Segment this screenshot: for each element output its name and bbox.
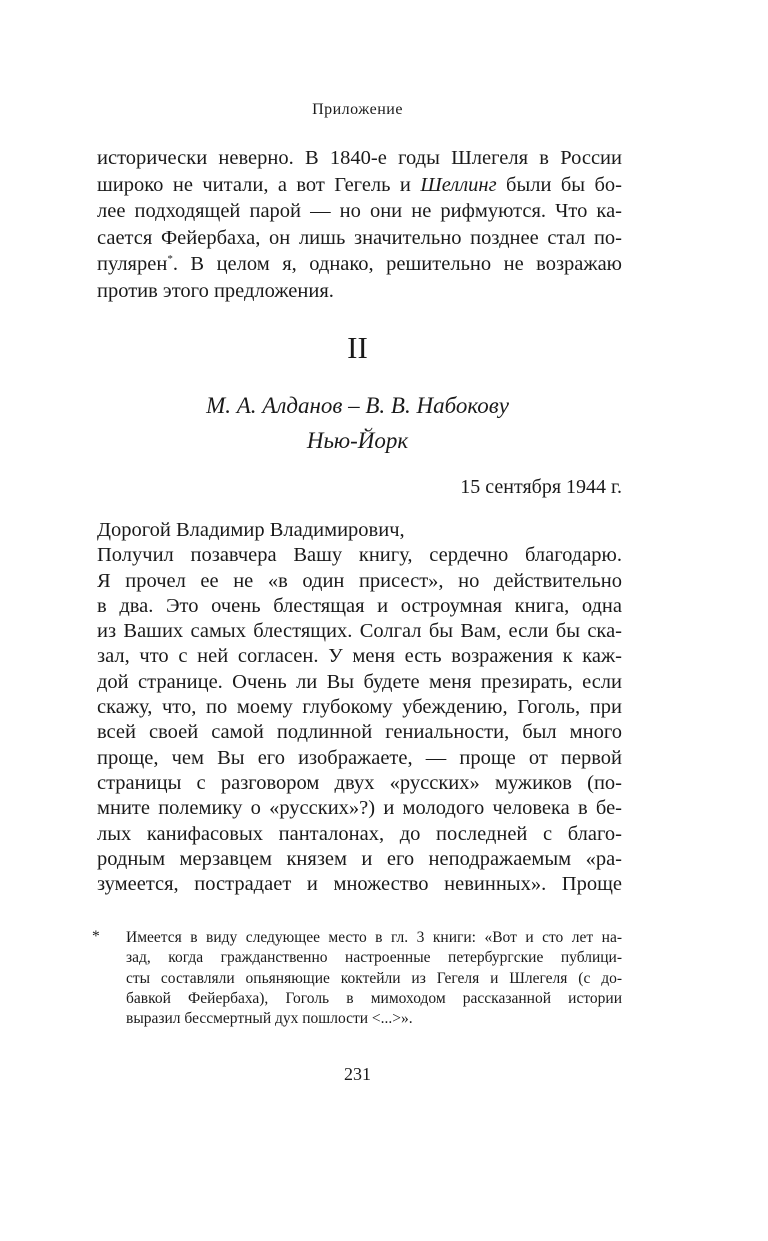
italic-name: Шеллинг <box>420 173 497 196</box>
footnote-line: Имеется в виду следующее место в гл. 3 книги: «Вот и сто лет на- <box>126 929 622 946</box>
footnote-mark: * <box>92 928 100 945</box>
footnote-ref[interactable]: * <box>167 253 173 266</box>
text-line: в два. Это очень блестящая и остроумная книга, одна <box>97 594 622 617</box>
letter-date: 15 сентября 1944 г. <box>460 476 622 498</box>
text-line: проще, чем Вы его изображаете, — проще от первой <box>97 746 622 769</box>
text-line <box>97 251 622 278</box>
running-head: Приложение <box>312 101 403 118</box>
text-line: из Ваших самых блестящих. Солгал бы Вам, если бы ска- <box>97 620 622 643</box>
text-line: исторически неверно. В 1840-е годы Шлегеля в России <box>97 147 622 169</box>
text-span: . В целом я, однако, решительно не возражаю <box>172 253 622 276</box>
text-span: были бы бо- <box>496 173 622 196</box>
letter-place: Нью-Йорк <box>306 428 409 453</box>
text-line: зумеется, пострадает и множество невинных». Проще <box>97 873 622 896</box>
footnote <box>92 928 622 1029</box>
text-line: против этого предложения. <box>97 279 334 302</box>
footnote-line: бавкой Фейербаха), Гоголь в мимоходом рассказанной истории <box>126 989 622 1007</box>
letter-heading: М. А. Алданов – В. В. Набокову <box>206 393 509 418</box>
text-line: дой странице. Очень ли Вы будете меня презирать, если <box>97 670 622 693</box>
text-line: зал, что с ней согласен. У меня есть возражения к каж- <box>97 645 622 668</box>
text-line: Получил позавчера Вашу книгу, сердечно благодарю. <box>97 544 622 567</box>
footnote-line: выразил бессмертный дух пошлости <...>». <box>126 1010 413 1028</box>
text-line: скажу, что, по моему глубокому убеждению, Гоголь, при <box>97 696 622 719</box>
page-number: 231 <box>344 1064 371 1084</box>
text-block-continuation <box>97 145 622 305</box>
letter-body <box>97 518 622 897</box>
text-span: пулярен <box>97 253 168 276</box>
text-span: широко не читали, а вот Гегель и <box>97 173 421 196</box>
text-line: Я прочел ее не «в один присест», но действительно <box>97 569 622 592</box>
text-line: родным мерзавцем князем и его неподражаемым «ра- <box>97 847 622 870</box>
text-line: всей своей самой подлинной гениальности, был много <box>97 721 622 744</box>
section-number: II <box>347 330 368 365</box>
text-line: лых канифасовых панталонах, до последней с благо- <box>97 822 622 845</box>
text-line: мните полемику о «русских»?) и молодого человека в бе- <box>97 797 622 820</box>
salutation: Дорогой Владимир Владимирович, <box>97 519 405 541</box>
footnote-line: сты составляли опьяняющие коктейли из Гегеля и Шлегеля (с до- <box>126 969 622 987</box>
text-line: лее подходящей парой — но они не рифмуются. Что ка- <box>97 200 622 223</box>
footnote-line: зад, когда гражданственно настроенные петербургские публици- <box>126 949 622 967</box>
text-line <box>97 172 622 199</box>
text-line: страницы с разговором двух «русских» мужиков (по- <box>97 771 622 794</box>
text-line: сается Фейербаха, он лишь значительно позднее стал по- <box>97 226 622 249</box>
